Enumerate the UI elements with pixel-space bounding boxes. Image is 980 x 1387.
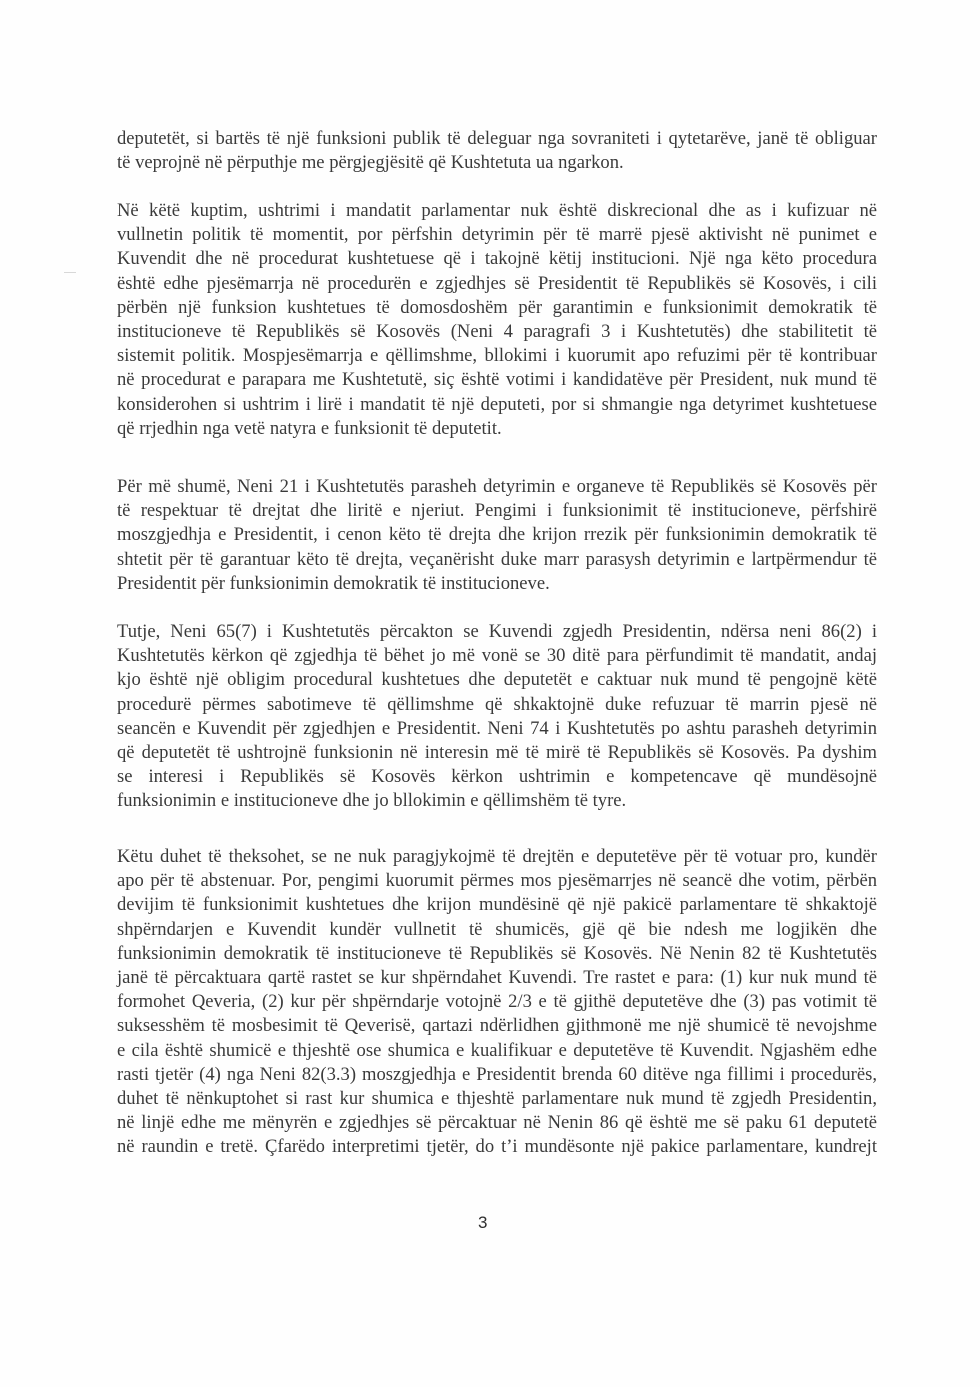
text-line: përbën një funksion kushtetues të domosdoshëm për garantimin e funksionimit demokratik të bbox=[117, 296, 877, 318]
text-line: moszgjedhja e Presidentit, i cenon këto të drejta dhe krijon rrezik për funksionimin demokratik të bbox=[117, 524, 877, 546]
text-line: të veprojnë në përputhje me përgjegjësitë që Kushtetuta ua ngarkon. bbox=[117, 152, 624, 174]
text-line: që deputetët të ushtrojnë funksionin në interesin më të mirë të Republikës së Kosovës. Pa dyshim bbox=[117, 742, 877, 764]
text-line: Në këtë kuptim, ushtrimi i mandatit parlamentar nuk është diskrecional dhe as i kufizuar në bbox=[117, 200, 877, 221]
text-line: shpërndarjen e Kuvendit kundër vullnetit të shumicës, gjë që bie ndesh me logjikën dhe bbox=[117, 918, 877, 940]
text-line: suksesshëm të mosbesimit të Qeverisë, qartazi ndërlidhen gjithmonë me një shumicë të nevojshme bbox=[117, 1015, 877, 1037]
text-line: kjo është një obligim procedural kushtetues dhe deputetët e caktuar nuk mund të pengojnë këtë bbox=[117, 669, 877, 691]
text-line: seancën e Kuvendit për zgjedhjen e Presidentit. Neni 74 i Kushtetutës po ashtu parasheh detyrimin bbox=[117, 717, 877, 739]
text-line: vullnetin politik të momentit, por përfshin detyrimin për të marrë pjesë aktivisht në punimet e bbox=[117, 224, 877, 246]
paragraph-2 bbox=[117, 199, 877, 441]
text-line: duhet të nënkuptohet si rast kur shumica e thjeshtë parlamentare nuk mund të zgjedh Presidentin, bbox=[117, 1088, 877, 1110]
text-line: e cila është shumicë e thjeshtë ose shumica e kualifikuar e deputetëve të Kuvendit. Ngjashëm edhe bbox=[117, 1039, 877, 1061]
margin-mark bbox=[64, 272, 76, 273]
text-line: është edhe pjesëmarrja në procedurën e zgjedhjes së Presidentit të Republikës së Kosovës, i cili bbox=[117, 272, 877, 294]
text-line: sistemit politik. Mospjesëmarrja e qëllimshme, bllokimi i kuorumit apo refuzimi për të kontribuar bbox=[117, 345, 877, 367]
text-line: rasti tjetër (4) nga Neni 82(3.3) moszgjedhja e Presidentit brenda 60 ditëve nga fillimi i procedurës, bbox=[117, 1063, 877, 1085]
paragraph-4 bbox=[117, 620, 877, 814]
text-line: procedurë përmes sabotimeve të qëllimshme që shkaktojnë duke refuzuar të marrin pjesë në bbox=[117, 693, 877, 715]
text-line: Tutje, Neni 65(7) i Kushtetutës përcakton se Kuvendi zgjedh Presidentin, ndërsa neni 86(2) i bbox=[117, 621, 877, 642]
text-line: Për më shumë, Neni 21 i Kushtetutës parasheh detyrimin e organeve të Republikës së Kosovës për bbox=[117, 476, 877, 497]
text-line: funksionimin e institucioneve dhe jo bllokimin e qëllimshëm të tyre. bbox=[117, 790, 627, 812]
text-line: në raundin e tretë. Çfarëdo interpretimi tjetër, do t’i mundësonte një pakice parlamentare, kundrejt bbox=[117, 1136, 877, 1158]
paragraph-3 bbox=[117, 475, 877, 596]
text-line: që rrjedhin nga vetë natyra e funksionit të deputetit. bbox=[117, 417, 502, 439]
paragraph-5 bbox=[117, 845, 877, 1160]
text-line: Kuvendit dhe në procedurat kushtetuese që i takojnë këtij institucioni. Një nga këto procedura bbox=[117, 248, 877, 270]
page-number: 3 bbox=[478, 1213, 488, 1232]
text-line: të respektuar të drejtat dhe liritë e njeriut. Pengimi i funksionimit të institucioneve, përfshirë bbox=[117, 500, 877, 522]
paragraph-1 bbox=[117, 127, 877, 175]
text-line: devijim të funksionimit kushtetues dhe krijon mundësinë që një pakicë parlamentare të shkaktojë bbox=[117, 894, 877, 916]
text-line: Kushtetutës kërkon që zgjedhja të bëhet jo më vonë se 30 ditë para përfundimit të mandatit, andaj bbox=[117, 645, 877, 667]
text-line: se interesi i Republikës së Kosovës kërkon ushtrimin e kompetencave që mundësojnë bbox=[117, 766, 877, 788]
text-line: Presidentit për funksionimin demokratik të institucioneve. bbox=[117, 572, 550, 594]
text-line: konsiderohen si ushtrim i lirë i mandatit të një deputeti, por si shmangie nga detyrimet kushtetuese bbox=[117, 393, 877, 415]
text-line: në procedurat e parapara me Kushtetutë, siç është votimi i kandidatëve për President, nuk mund të bbox=[117, 369, 877, 391]
text-line: institucioneve të Republikës së Kosovës (Neni 4 paragrafi 3 i Kushtetutës) dhe stabilitetit të bbox=[117, 321, 877, 343]
text-line: Këtu duhet të theksohet, se ne nuk paragjykojmë të drejtën e deputetëve për të votuar pro, kundër bbox=[117, 846, 877, 867]
text-line: funksionimin demokratik të institucioneve të Republikës së Kosovës. Në Nenin 82 të Kushtetutës bbox=[117, 942, 877, 964]
text-line: apo për të abstenuar. Por, pengimi kuorumit përmes mos pjesëmarrjes në seancë dhe votim, përbën bbox=[117, 870, 877, 892]
text-line: shtetit për të garantuar këto të drejta, veçanërisht duke marr parasysh detyrimin e lartpërmendur të bbox=[117, 548, 877, 570]
text-line: formohet Qeveria, (2) kur për shpërndarje votojnë 2/3 e të gjithë deputetëve dhe (3) pas votimit të bbox=[117, 991, 877, 1013]
text-line: deputetët, si bartës të një funksioni publik të deleguar nga sovraniteti i qytetarëve, janë të obliguar bbox=[117, 128, 877, 149]
text-line: në linjë edhe me mënyrën e zgjedhjes së përcaktuar në Nenin 86 që është me së paku 61 deputetë bbox=[117, 1112, 877, 1134]
text-line: janë të përcaktuara qartë rastet se kur shpërndahet Kuvendi. Tre rastet e para: (1) kur nuk mund të bbox=[117, 967, 877, 989]
